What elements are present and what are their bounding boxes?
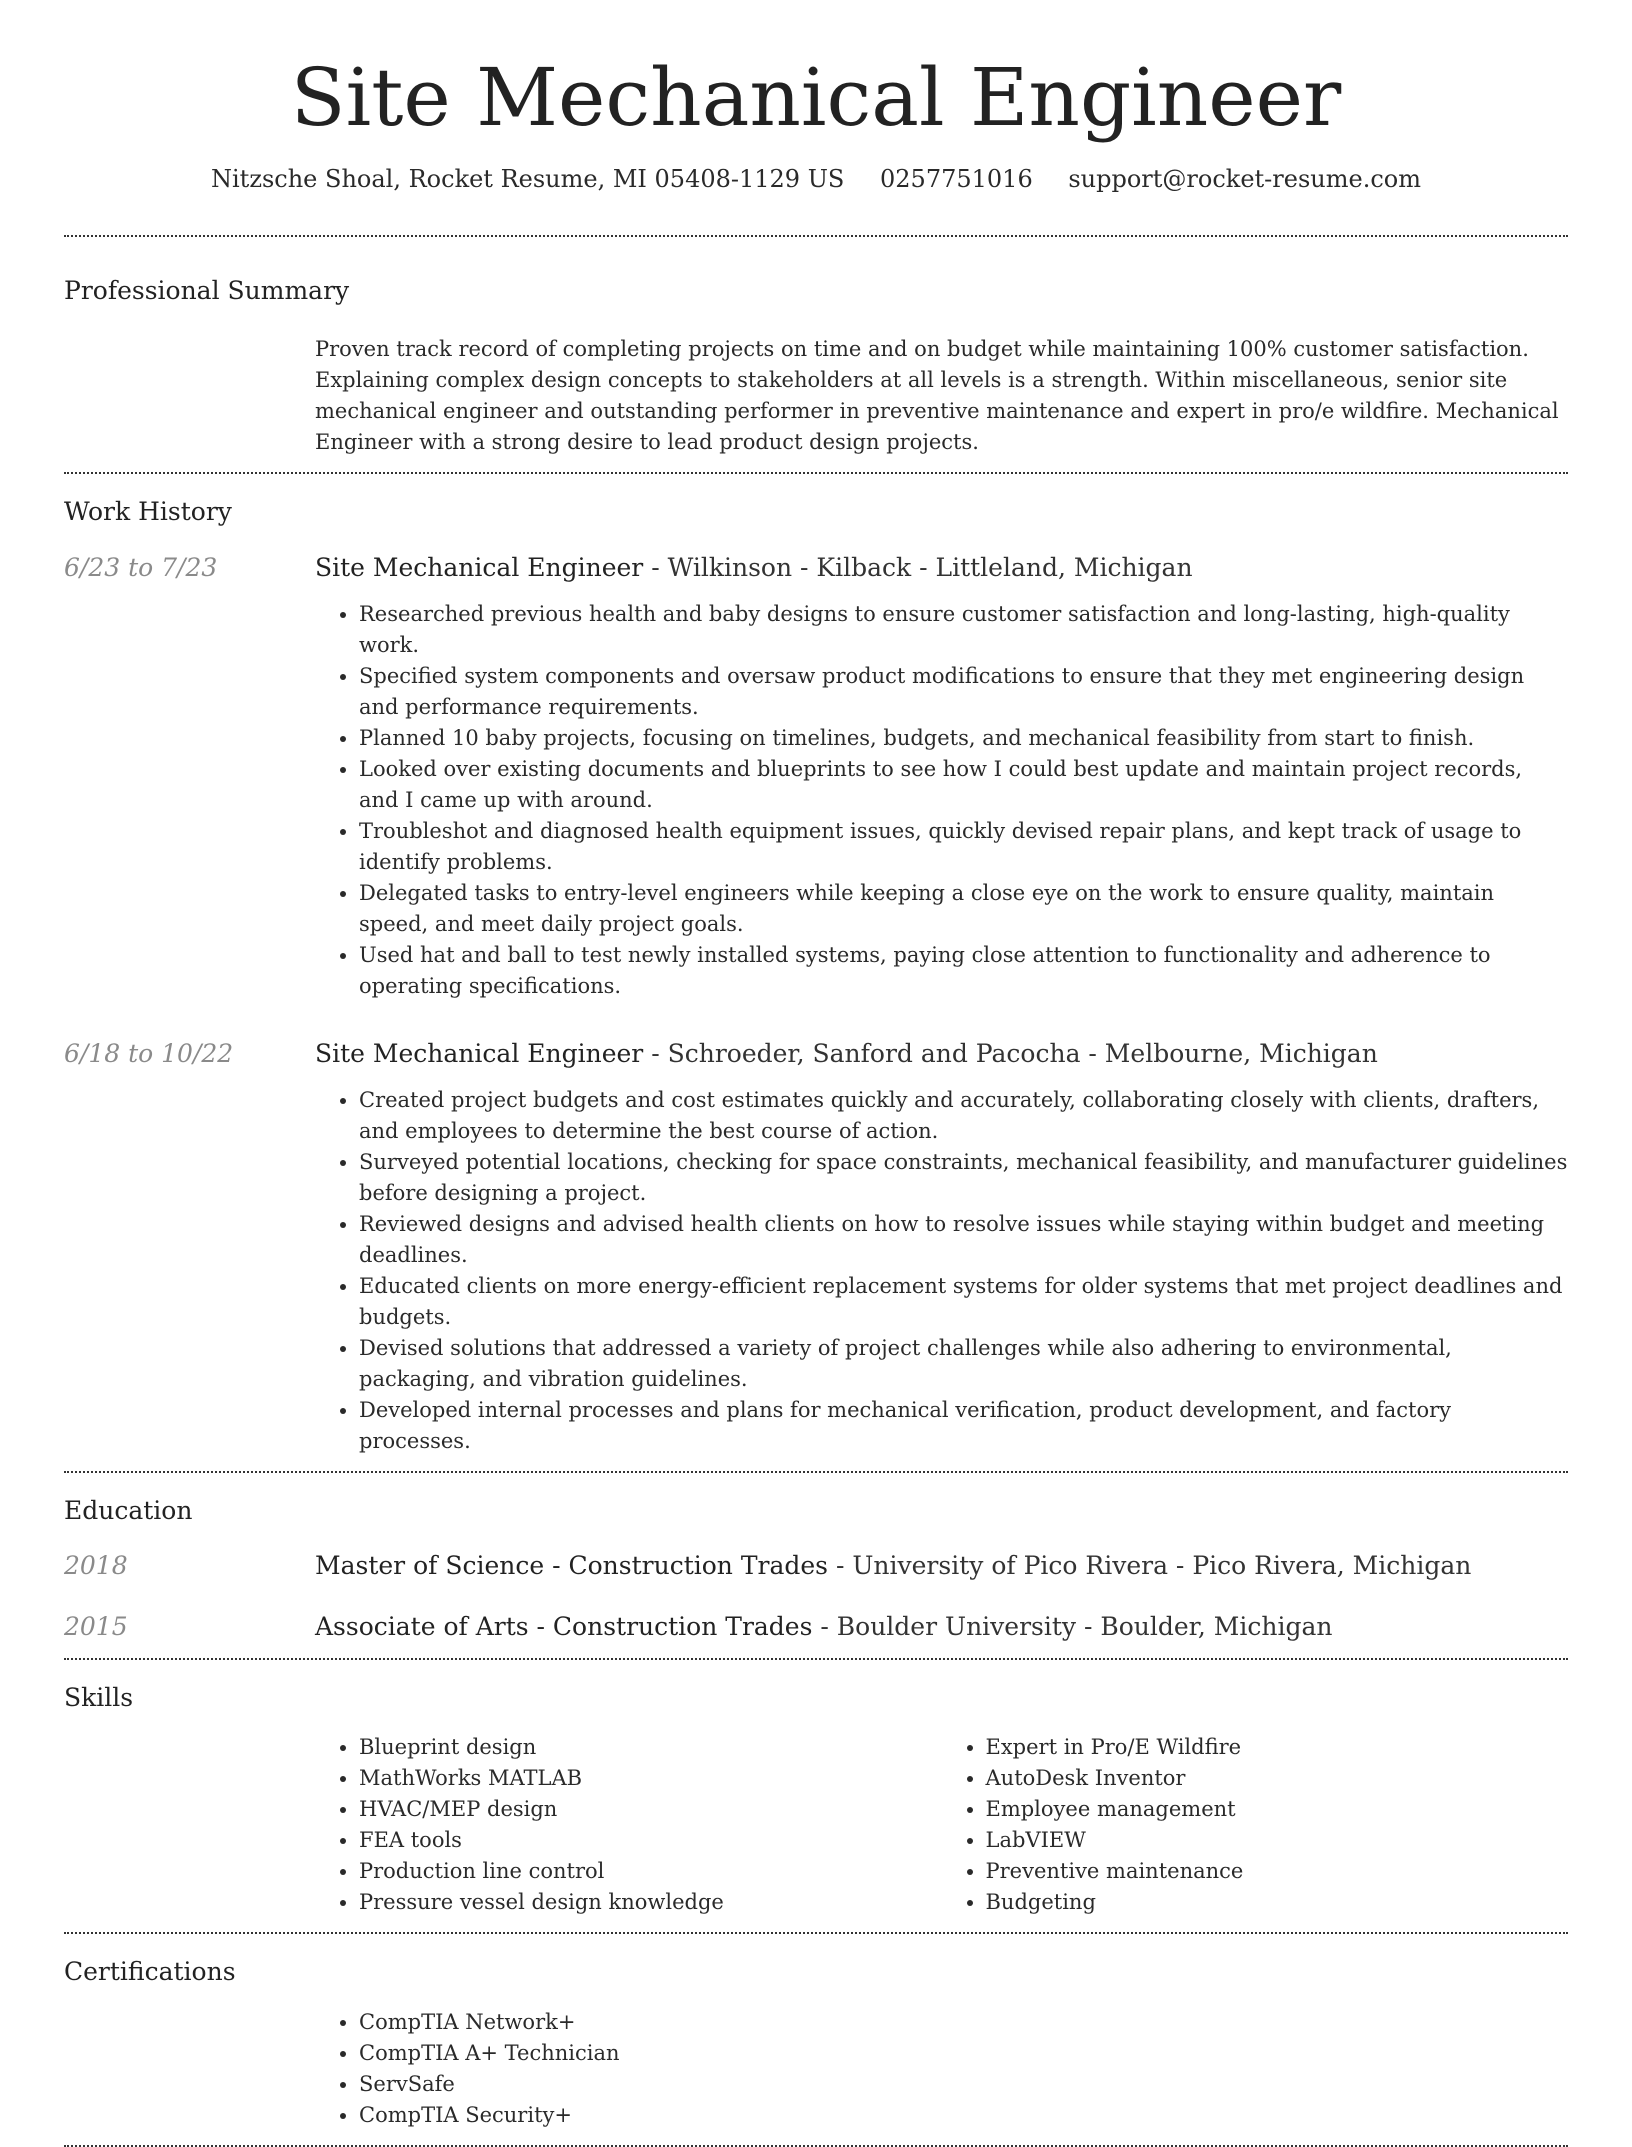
education-year: 2018 — [64, 1550, 128, 1580]
list-item: • Delegated tasks to entry-level engineers while keeping a close eye on the work to ensure quality, maintain speed, and meet daily project goals. — [359, 878, 1568, 940]
certifications-section — [64, 1934, 1568, 2145]
certifications-list — [315, 2007, 1568, 2131]
job-dates: 6/23 to 7/23 — [64, 553, 218, 583]
skill-item: • Budgeting — [986, 1887, 1569, 1918]
education-heading: Education — [64, 1496, 193, 1526]
job-bullets — [315, 599, 1568, 1002]
skill-item: • Blueprint design — [359, 1732, 942, 1763]
job-entry — [64, 1036, 1568, 1457]
certification-item: • CompTIA Security+ — [359, 2100, 1568, 2131]
list-item: • Educated clients on more energy-efficient replacement systems for older systems that met project deadlines and budgets. — [359, 1271, 1568, 1333]
certifications-heading: Certifications — [64, 1957, 236, 1987]
skill-item: • MathWorks MATLAB — [359, 1763, 942, 1794]
summary-text: Proven track record of completing projects on time and on budget while maintaining 100% customer satisfaction. Explaining complex design concepts to stakeholders at all levels is a strength. Within miscellaneous, senior site mechanical engineer and outstanding performer in preventive maintenance and expert in pro/e wildfire. Mechanical Engineer with a strong desire to lead product design projects. — [315, 336, 1559, 454]
resume-name: Site Mechanical Engineer — [290, 51, 1342, 144]
certification-item: • ServSafe — [359, 2069, 1568, 2100]
certifications-left-spacer — [64, 1989, 315, 2131]
list-item: • Developed internal processes and plans for mechanical verification, product development, and factory processes. — [359, 1395, 1568, 1457]
contact-line — [64, 164, 1568, 195]
list-item: • Planned 10 baby projects, focusing on timelines, budgets, and mechanical feasibility from start to finish. — [359, 723, 1568, 754]
skills-left-spacer — [64, 1714, 315, 1918]
job-role: Site Mechanical Engineer — [315, 1039, 644, 1069]
job-details: - Schroeder, Sanford and Pacocha - Melbourne, Michigan — [643, 1039, 1378, 1069]
skill-item: • Pressure vessel design knowledge — [359, 1887, 942, 1918]
contact-address: Nitzsche Shoal, Rocket Resume, MI 05408-1129 US — [211, 165, 845, 193]
skills-list-left — [315, 1732, 942, 1918]
education-title — [315, 1609, 1568, 1644]
job-bullets — [315, 1085, 1568, 1457]
education-title — [315, 1548, 1568, 1583]
job-details: - Wilkinson - Kilback - Littleland, Michigan — [643, 553, 1193, 583]
work-history-section — [64, 474, 1568, 1472]
skill-item: • AutoDesk Inventor — [986, 1763, 1569, 1794]
certification-item: • CompTIA Network+ — [359, 2007, 1568, 2038]
list-item: • Surveyed potential locations, checking for space constraints, mechanical feasibility, and manufacturer guidelines before designing a project. — [359, 1147, 1568, 1209]
list-item: • Researched previous health and baby designs to ensure customer satisfaction and long-lasting, high-quality work. — [359, 599, 1568, 661]
skill-item: • Employee management — [986, 1794, 1569, 1825]
list-item: • Created project budgets and cost estimates quickly and accurately, collaborating closely with clients, drafters, and employees to determine the best course of action. — [359, 1085, 1568, 1147]
job-title — [315, 1036, 1568, 1071]
education-details: - Boulder University - Boulder, Michigan — [812, 1611, 1333, 1641]
list-item: • Specified system components and oversaw product modifications to ensure that they met engineering design and performance requirements. — [359, 661, 1568, 723]
skills-heading: Skills — [64, 1682, 134, 1712]
skills-list-right — [942, 1732, 1569, 1918]
contact-email: support@rocket-resume.com — [1068, 165, 1421, 193]
list-item: • Troubleshot and diagnosed health equipment issues, quickly devised repair plans, and kept track of usage to identify problems. — [359, 816, 1568, 878]
education-details: - University of Pico Rivera - Pico Rivera, Michigan — [828, 1550, 1472, 1580]
list-item: • Devised solutions that addressed a variety of project challenges while also adhering to environmental, packaging, and vibration guidelines. — [359, 1333, 1568, 1395]
skill-item: • Production line control — [359, 1856, 942, 1887]
education-entry — [64, 1548, 1568, 1583]
contact-phone: 0257751016 — [880, 165, 1033, 193]
list-item: • Reviewed designs and advised health clients on how to resolve issues while staying within budget and meeting deadlines. — [359, 1209, 1568, 1271]
summary-section — [64, 237, 1568, 472]
job-dates: 6/18 to 10/22 — [64, 1039, 234, 1069]
section-divider — [64, 2145, 1568, 2147]
skill-item: • Preventive maintenance — [986, 1856, 1569, 1887]
work-history-heading: Work History — [64, 496, 232, 526]
education-section — [64, 1473, 1568, 1658]
skills-section — [64, 1660, 1568, 1933]
job-title — [315, 550, 1568, 585]
skill-item: • Expert in Pro/E Wildfire — [986, 1732, 1569, 1763]
skill-item: • LabVIEW — [986, 1825, 1569, 1856]
list-item: • Looked over existing documents and blueprints to see how I could best update and maintain project records, and I came up with around. — [359, 754, 1568, 816]
summary-heading: Professional Summary — [64, 276, 350, 306]
education-degree: Associate of Arts - Construction Trades — [315, 1611, 813, 1641]
job-role: Site Mechanical Engineer — [315, 553, 644, 583]
education-year: 2015 — [64, 1611, 128, 1641]
skill-item: • HVAC/MEP design — [359, 1794, 942, 1825]
job-entry — [64, 550, 1568, 1002]
education-entry — [64, 1609, 1568, 1644]
summary-left-spacer — [64, 308, 315, 472]
education-degree: Master of Science - Construction Trades — [315, 1550, 828, 1580]
certification-item: • CompTIA A+ Technician — [359, 2038, 1568, 2069]
skill-item: • FEA tools — [359, 1825, 942, 1856]
list-item: • Used hat and ball to test newly installed systems, paying close attention to functionality and adherence to operating specifications. — [359, 940, 1568, 1002]
